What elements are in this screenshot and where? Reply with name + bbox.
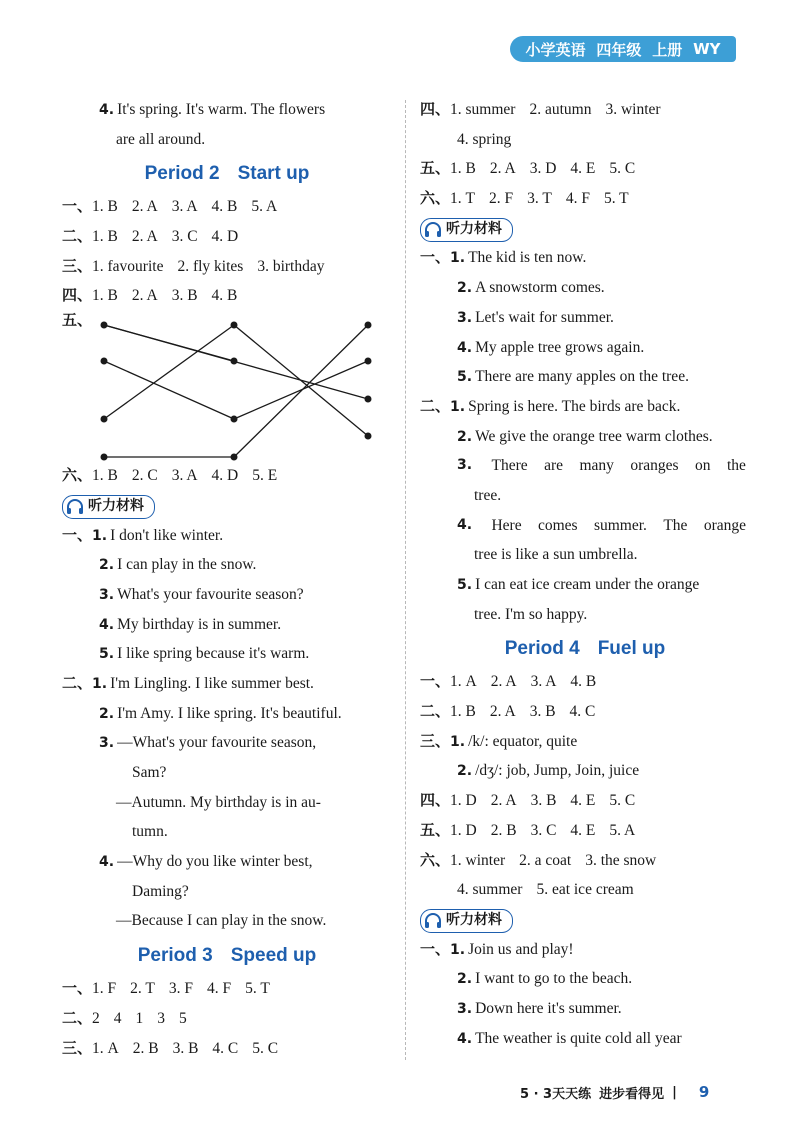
answer-line: are all around. xyxy=(116,130,206,148)
answer-row: 四、1. B 2. A 3. B 4. B xyxy=(62,286,238,305)
answer-row: 4. spring xyxy=(457,130,512,148)
answer-row: 一、1. B 2. A 3. A 4. B 5. A xyxy=(62,197,278,216)
listen-line: 4. My apple tree grows again. xyxy=(457,338,645,356)
listen-line: 4. My birthday is in summer. xyxy=(99,615,282,633)
match-dot xyxy=(101,416,108,423)
listening-material-label: 听力材料 xyxy=(62,491,392,521)
listen-line: 一、1. Join us and play! xyxy=(420,939,574,958)
listen-line: 5. I can eat ice cream under the orange xyxy=(457,576,700,593)
period-2-title: Period 2 Start up xyxy=(144,163,310,185)
listen-line: tumn. xyxy=(132,823,168,841)
headphones-icon xyxy=(424,913,442,929)
page-number: 9 xyxy=(698,1083,710,1101)
listen-line: 3. There are many oranges on the xyxy=(457,457,746,475)
answer-row: 一、1. A 2. A 3. A 4. B xyxy=(420,672,597,691)
match-dot xyxy=(231,322,238,329)
answer-row: 二、1. B 2. A 3. C 4. D xyxy=(62,227,239,246)
right-column xyxy=(420,95,750,1053)
footer-separator: | xyxy=(672,1084,677,1100)
listen-line: 二、1. I'm Lingling. I like summer best. xyxy=(62,673,314,692)
listen-line: tree is like a sun umbrella. xyxy=(474,546,638,564)
footer-slogan: 进步看得见 xyxy=(599,1086,665,1102)
match-dot xyxy=(365,358,372,365)
match-dot xyxy=(101,358,108,365)
page-footer xyxy=(520,1080,750,1104)
listen-line: 二、1. Spring is here. The birds are back. xyxy=(420,396,681,415)
listen-line: 2. We give the orange tree warm clothes. xyxy=(457,427,713,445)
answer-row: 2. /dʒ/: job, Jump, Join, juice xyxy=(457,762,640,780)
listen-line: —Autumn. My birthday is in au- xyxy=(116,793,321,811)
listen-line: 2. A snowstorm comes. xyxy=(457,279,605,297)
header-edition: WY xyxy=(693,40,721,58)
listen-line: 4. The weather is quite cold all year xyxy=(457,1029,682,1047)
answer-row: 五、1. B 2. A 3. D 4. E 5. C xyxy=(420,159,636,178)
headphones-icon xyxy=(66,499,84,515)
left-column xyxy=(62,95,392,1063)
answer-row: 六、1. T 2. F 3. T 4. F 5. T xyxy=(420,189,629,208)
matching-diagram: 五、 xyxy=(62,311,392,461)
answer-row: 二、2 4 1 3 5 xyxy=(62,1008,187,1027)
listen-line: 3. Down here it's summer. xyxy=(457,999,622,1017)
listening-material-label: 听力材料 xyxy=(420,214,750,244)
listen-line: 3. —What's your favourite season, xyxy=(99,734,317,752)
listen-line: tree. xyxy=(474,486,502,504)
listen-line: 2. I want to go to the beach. xyxy=(457,970,633,988)
listen-line: 3. What's your favourite season? xyxy=(99,585,304,603)
period-4-title: Period 4 Fuel up xyxy=(504,638,666,660)
match-dot xyxy=(231,454,238,461)
answer-row: 六、1. winter 2. a coat 3. the snow xyxy=(420,850,657,869)
listening-material-label: 听力材料 xyxy=(420,905,750,935)
listen-line: —Because I can play in the snow. xyxy=(116,912,327,930)
answer-row: 六、1. B 2. C 3. A 4. D 5. E xyxy=(62,466,278,485)
match-line xyxy=(234,325,368,457)
match-line xyxy=(104,325,234,419)
listen-line: Sam? xyxy=(132,764,167,781)
header-badge xyxy=(510,36,736,62)
listen-line: 4. —Why do you like winter best, xyxy=(99,853,313,871)
match-line xyxy=(234,325,368,436)
listen-line: 3. Let's wait for summer. xyxy=(457,308,614,326)
footer-brand: 5 · 3天天练 xyxy=(520,1086,592,1102)
header-subject: 小学英语 xyxy=(525,40,586,59)
listen-line: tree. I'm so happy. xyxy=(474,605,588,623)
listen-line: 2. I can play in the snow. xyxy=(99,556,257,574)
answer-row: 四、1. D 2. A 3. B 4. E 5. C xyxy=(420,791,636,810)
answer-row: 四、1. summer 2. autumn 3. winter xyxy=(420,100,661,118)
answer-line: 4. It's spring. It's warm. The flowers xyxy=(99,101,326,118)
listen-line: 4. Here comes summer. The orange xyxy=(457,516,746,534)
answer-row: 三、1. A 2. B 3. B 4. C 5. C xyxy=(62,1038,279,1057)
answer-row: 4. summer 5. eat ice cream xyxy=(457,881,634,899)
match-dot xyxy=(101,454,108,461)
period-3-title: Period 3 Speed up xyxy=(137,945,317,967)
column-divider xyxy=(405,100,406,1060)
answer-row: 一、1. F 2. T 3. F 4. F 5. T xyxy=(62,979,270,998)
answer-row: 五、1. D 2. B 3. C 4. E 5. A xyxy=(420,820,636,839)
listen-line: 一、1. I don't like winter. xyxy=(62,525,224,544)
answer-row: 三、1. favourite 2. fly kites 3. birthday xyxy=(62,256,325,275)
listen-line: 5. There are many apples on the tree. xyxy=(457,368,689,386)
match-dot xyxy=(101,322,108,329)
match-dot xyxy=(231,416,238,423)
listen-line: 2. I'm Amy. I like spring. It's beautiful. xyxy=(99,704,342,722)
headphones-icon xyxy=(424,222,442,238)
match-dot xyxy=(365,322,372,329)
listen-line: 一、1. The kid is ten now. xyxy=(420,248,587,267)
listen-line: 5. I like spring because it's warm. xyxy=(99,645,310,663)
match-line xyxy=(234,361,368,419)
match-line xyxy=(104,361,234,419)
match-dot xyxy=(231,358,238,365)
match-dot xyxy=(365,433,372,440)
header-volume: 上册 xyxy=(652,40,683,59)
header-grade: 四年级 xyxy=(596,40,642,59)
match-dot xyxy=(365,396,372,403)
answer-row: 三、1. /k/: equator, quite xyxy=(420,731,578,750)
answer-row: 二、1. B 2. A 3. B 4. C xyxy=(420,702,596,721)
listen-line: Daming? xyxy=(132,882,189,900)
